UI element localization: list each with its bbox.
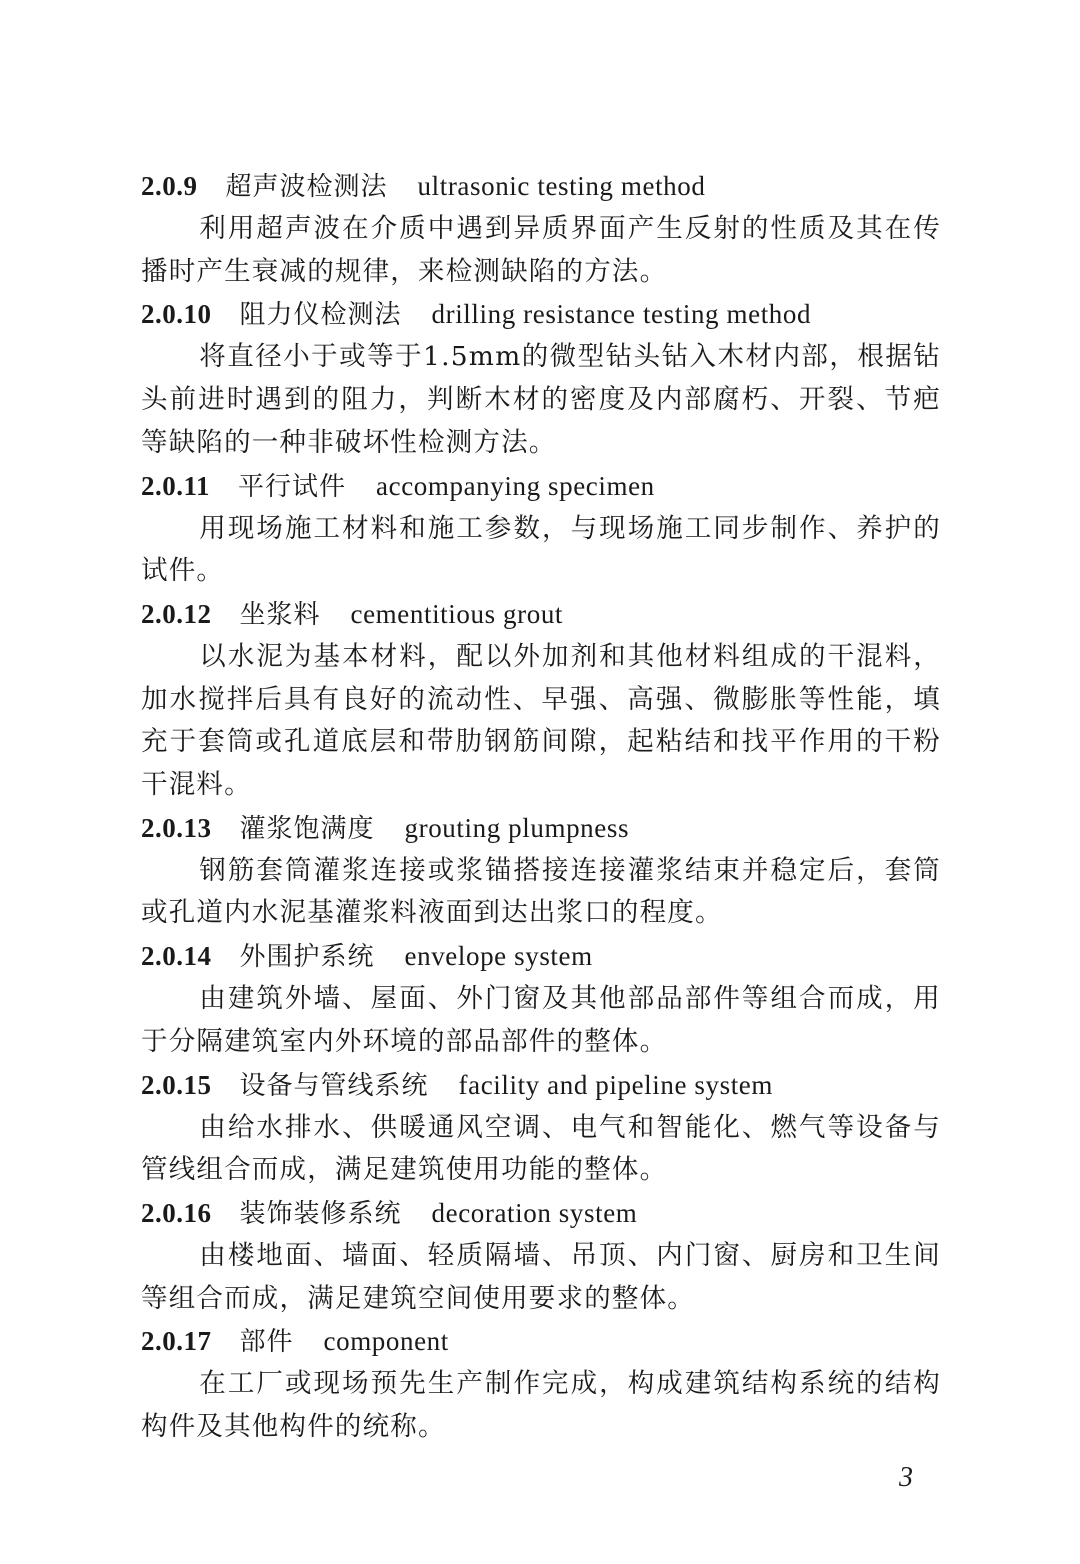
term-number: 2.0.9: [141, 171, 198, 201]
term-heading: [141, 1064, 941, 1107]
term-english: component: [323, 1326, 449, 1357]
term-definition: 以水泥为基本材料，配以外加剂和其他材料组成的干混料，加水搅拌后具有良好的流动性、早强、高强、微膨胀等性能，填充于套筒或孔道底层和带肋钢筋间隙，起粘结和找平作用的干粉干混料。: [141, 640, 941, 801]
term-chinese: 阻力仪检测法: [239, 300, 402, 331]
term-heading: [141, 593, 941, 636]
term-english: cementitious grout: [350, 598, 564, 629]
term-number: 2.0.12: [141, 598, 212, 629]
term-entry-2-0-12: [141, 593, 941, 807]
term-heading: [141, 165, 941, 208]
term-heading: [141, 935, 941, 978]
term-number: 2.0.16: [141, 1197, 212, 1228]
term-number: 2.0.17: [141, 1326, 212, 1357]
term-entry-2-0-9: [141, 165, 941, 293]
term-chinese: 平行试件: [238, 471, 347, 502]
page-number: 3: [899, 1462, 913, 1493]
term-entry-2-0-14: [141, 935, 941, 1063]
term-english: envelope system: [404, 941, 593, 972]
term-definition: 用现场施工材料和施工参数，与现场施工同步制作、养护的试件。: [141, 512, 941, 587]
term-chinese: 设备与管线系统: [239, 1070, 429, 1101]
term-definition: 由建筑外墙、屋面、外门窗及其他部品部件等组合而成，用于分隔建筑室内外环境的部品部件的整体。: [141, 983, 941, 1057]
term-number: 2.0.10: [141, 299, 212, 330]
term-heading: [141, 1320, 941, 1363]
term-entry-2-0-16: [141, 1192, 941, 1320]
term-definition: 利用超声波在介质中遇到异质界面产生反射的性质及其在传播时产生衰减的规律，来检测缺陷的方法。: [141, 213, 941, 287]
term-english: decoration system: [431, 1197, 638, 1228]
term-chinese: 超声波检测法: [225, 172, 388, 202]
term-entry-2-0-13: [141, 807, 941, 935]
term-number: 2.0.13: [141, 812, 212, 843]
term-heading: [141, 465, 941, 508]
term-entry-2-0-10: [141, 293, 941, 464]
term-heading: [141, 807, 941, 850]
term-chinese: 灌浆饱满度: [239, 813, 375, 844]
term-number: 2.0.14: [141, 941, 212, 972]
term-chinese: 坐浆料: [239, 599, 321, 630]
term-heading: [141, 1192, 941, 1235]
term-english: facility and pipeline system: [458, 1069, 773, 1100]
term-definition: 由给水排水、供暖通风空调、电气和智能化、燃气等设备与管线组合而成，满足建筑使用功能的整体。: [141, 1111, 941, 1186]
term-english: drilling resistance testing method: [431, 299, 812, 330]
term-number: 2.0.11: [141, 470, 211, 501]
term-entry-2-0-11: [141, 465, 941, 593]
term-chinese: 外围护系统: [239, 942, 375, 973]
term-english: ultrasonic testing method: [417, 171, 706, 201]
term-chinese: 部件: [239, 1327, 294, 1358]
term-entry-2-0-17: [141, 1320, 941, 1448]
term-definition: 由楼地面、墙面、轻质隔墙、吊顶、内门窗、厨房和卫生间等组合而成，满足建筑空间使用要求的整体。: [141, 1239, 941, 1314]
term-number: 2.0.15: [141, 1069, 212, 1100]
term-definition: 钢筋套筒灌浆连接或浆锚搭接连接灌浆结束并稳定后，套筒或孔道内水泥基灌浆料液面到达出浆口的程度。: [141, 854, 941, 929]
term-chinese: 装饰装修系统: [239, 1198, 402, 1229]
term-entry-2-0-15: [141, 1064, 941, 1192]
term-heading: [141, 293, 941, 336]
term-english: accompanying specimen: [376, 470, 655, 501]
term-english: grouting plumpness: [404, 812, 630, 843]
term-definition: 将直径小于或等于1.5mm的微型钻头钻入木材内部，根据钻头前进时遇到的阻力，判断木材的密度及内部腐朽、开裂、节疤等缺陷的一种非破坏性检测方法。: [141, 341, 941, 458]
term-definition: 在工厂或现场预先生产制作完成，构成建筑结构系统的结构构件及其他构件的统称。: [141, 1368, 941, 1443]
document-page: [141, 165, 941, 1449]
